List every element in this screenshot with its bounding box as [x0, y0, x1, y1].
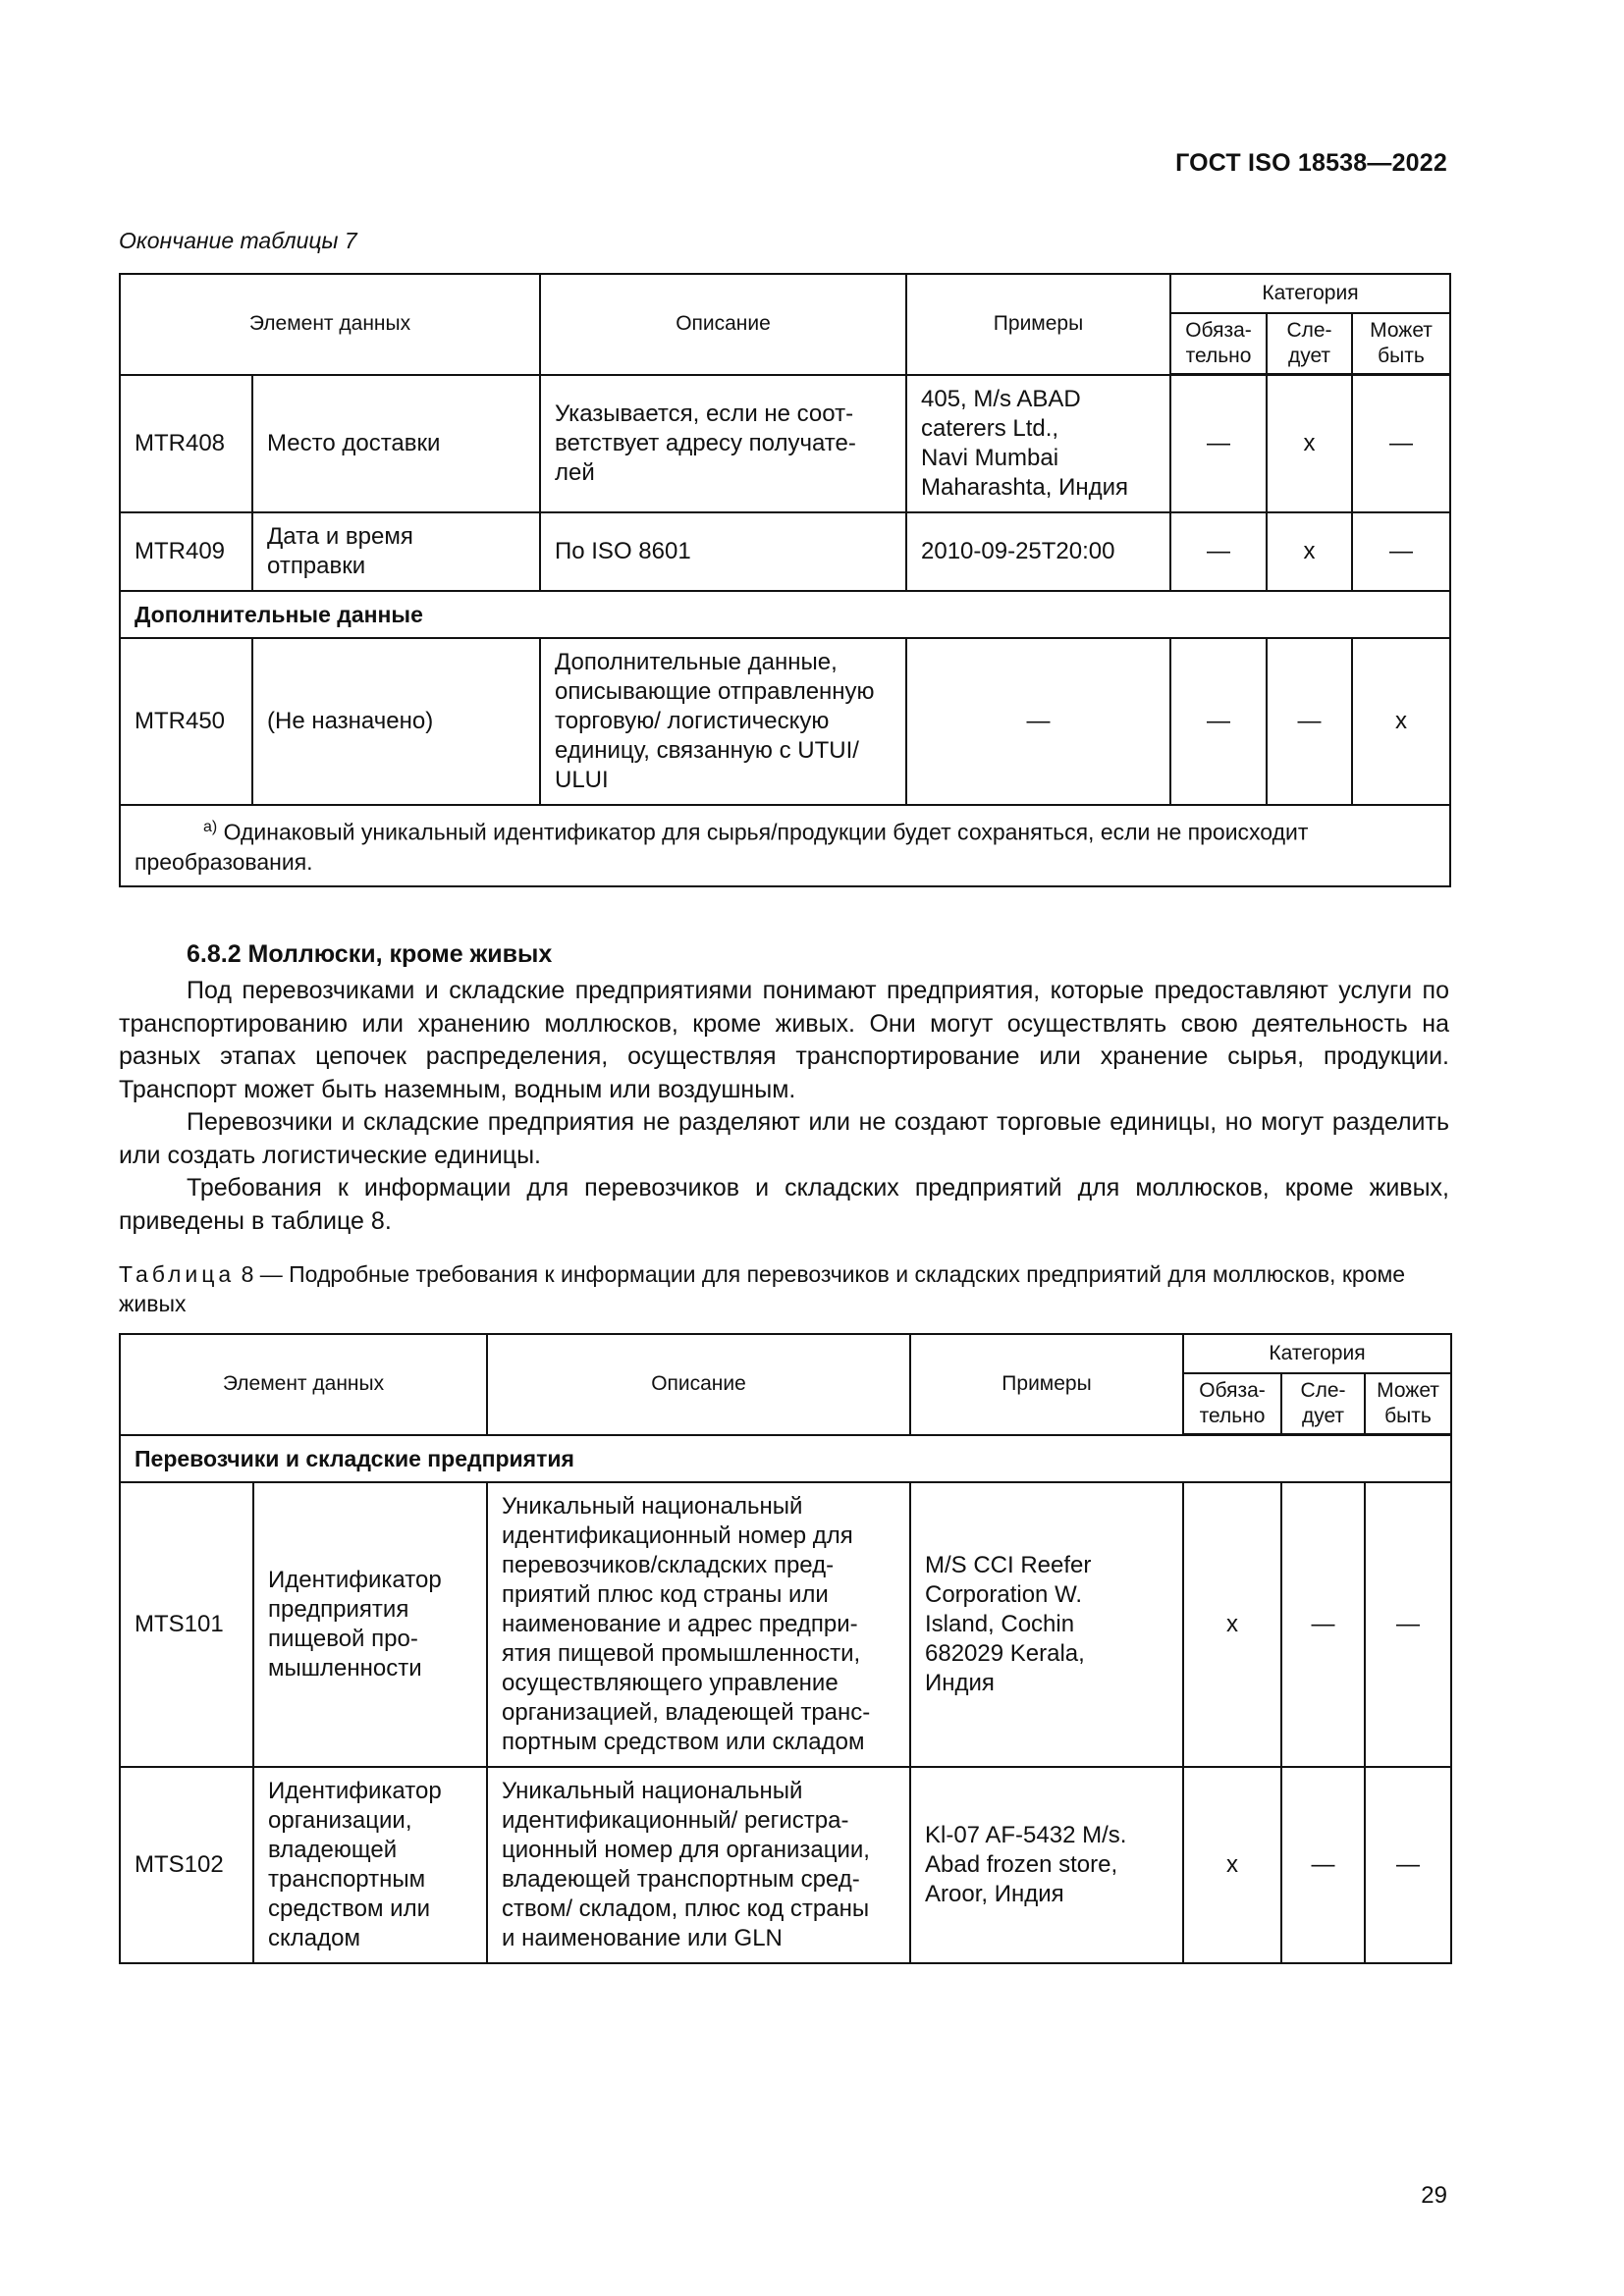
section-row [120, 1435, 1451, 1483]
row-may: — [1352, 375, 1450, 512]
table-8 [119, 1333, 1452, 1964]
table-row [120, 375, 1450, 512]
footnote-row [120, 805, 1450, 887]
row-description: Уникальный национальный идентификационный номер для перевозчиков/складских пред- приятий плюс код страны или наименование и адрес предпри- ятия пищевой промышленности, осуществляющего управление организацией, владеющей транс- портным средством или складом [487, 1482, 910, 1767]
row-code: MTR409 [120, 512, 252, 591]
table-row [120, 638, 1450, 805]
row-description: По ISO 8601 [540, 512, 906, 591]
col-header-description: Описание [487, 1334, 910, 1435]
document-id: ГОСТ ISO 18538—2022 [1175, 149, 1447, 177]
row-should: — [1267, 638, 1352, 805]
row-mandatory: x [1183, 1767, 1281, 1963]
row-example: Kl-07 AF-5432 M/s. Abad frozen store, Aroor, Индия [910, 1767, 1183, 1963]
row-code: MTR450 [120, 638, 252, 805]
row-example: — [906, 638, 1170, 805]
table-continuation-label: Окончание таблицы 7 [119, 228, 357, 253]
col-header-element: Элемент данных [120, 1334, 487, 1435]
row-code: MTS101 [120, 1482, 253, 1767]
row-name: Идентификатор предприятия пищевой про- мышленности [253, 1482, 487, 1767]
row-mandatory: — [1170, 638, 1267, 805]
row-mandatory: — [1170, 512, 1267, 591]
table-row [120, 512, 1450, 591]
col-header-examples: Примеры [910, 1334, 1183, 1435]
section-heading: 6.8.2 Моллюски, кроме живых [187, 940, 553, 968]
row-code: MTR408 [120, 375, 252, 512]
page-number: 29 [1421, 2182, 1447, 2209]
col-header-may: Может быть [1352, 313, 1450, 375]
row-description: Дополнительные данные, описывающие отправленную торговую/ логистическую единицу, связанную с UTUI/ ULUI [540, 638, 906, 805]
paragraph: Перевозчики и складские предприятия не разделяют или не создают торговые единицы, но могут разделить или создать логистические единицы. [119, 1108, 1449, 1169]
row-description: Уникальный национальный идентификационный/ регистра- ционный номер для организации, владеющей транспортным сред- ством/ складом, плюс код страны и наименование или GLN [487, 1767, 910, 1963]
section-label: Дополнительные данные [120, 591, 1450, 638]
section-row [120, 591, 1450, 638]
row-example: M/S CCI Reefer Corporation W. Island, Cochin 682029 Kerala, Индия [910, 1482, 1183, 1767]
caption-text: 8 — Подробные требования к информации для перевозчиков и складских предприятий для моллюсков, кроме живых [119, 1261, 1406, 1316]
paragraph: Требования к информации для перевозчиков и складских предприятий для моллюсков, кроме живых, приведены в таблице 8. [119, 1174, 1449, 1235]
row-name: (Не назначено) [252, 638, 540, 805]
col-header-mandatory: Обяза- тельно [1170, 313, 1267, 375]
row-name: Идентификатор организации, владеющей транспортным средством или складом [253, 1767, 487, 1963]
row-may: — [1365, 1482, 1451, 1767]
col-header-element: Элемент данных [120, 274, 540, 375]
row-mandatory: x [1183, 1482, 1281, 1767]
row-name: Дата и время отправки [252, 512, 540, 591]
table-7 [119, 273, 1451, 887]
caption-word: Таблица [119, 1261, 236, 1287]
col-header-should: Сле- дует [1267, 313, 1352, 375]
row-should: — [1281, 1767, 1365, 1963]
col-header-examples: Примеры [906, 274, 1170, 375]
table-row [120, 1767, 1451, 1963]
row-example: 405, M/s ABAD caterers Ltd., Navi Mumbai Maharashta, Индия [906, 375, 1170, 512]
col-header-should: Сле- дует [1281, 1373, 1365, 1435]
section-label: Перевозчики и складские предприятия [120, 1435, 1451, 1483]
table-row [120, 1482, 1451, 1767]
row-code: MTS102 [120, 1767, 253, 1963]
row-may: x [1352, 638, 1450, 805]
row-should: — [1281, 1482, 1365, 1767]
row-name: Место доставки [252, 375, 540, 512]
row-should: x [1267, 512, 1352, 591]
row-mandatory: — [1170, 375, 1267, 512]
paragraph: Под перевозчиками и складские предприятиями понимают предприятия, которые предоставляют услуги по транспортированию или хранению моллюсков, кроме живых. Они могут осуществлять свою деятельность на разных этапах цепочек распределения, осуществляя транспортирование или хранение сырья, продукции. Транспорт может быть наземным, водным или воздушным. [119, 977, 1449, 1103]
footnote-text: Одинаковый уникальный идентификатор для сырья/продукции будет сохраняться, если не происходит преобразования. [135, 819, 1309, 876]
table-footnote [120, 805, 1450, 887]
row-example: 2010-09-25T20:00 [906, 512, 1170, 591]
footnote-marker: а) [203, 818, 218, 835]
col-header-description: Описание [540, 274, 906, 375]
row-description: Указывается, если не соот- ветствует адресу получате- лей [540, 375, 906, 512]
col-header-category: Категория [1183, 1334, 1451, 1373]
col-header-mandatory: Обяза- тельно [1183, 1373, 1281, 1435]
row-should: x [1267, 375, 1352, 512]
col-header-category: Категория [1170, 274, 1450, 313]
row-may: — [1365, 1767, 1451, 1963]
col-header-may: Может быть [1365, 1373, 1451, 1435]
section-body [119, 975, 1449, 1238]
table-8-caption [119, 1259, 1449, 1318]
row-may: — [1352, 512, 1450, 591]
